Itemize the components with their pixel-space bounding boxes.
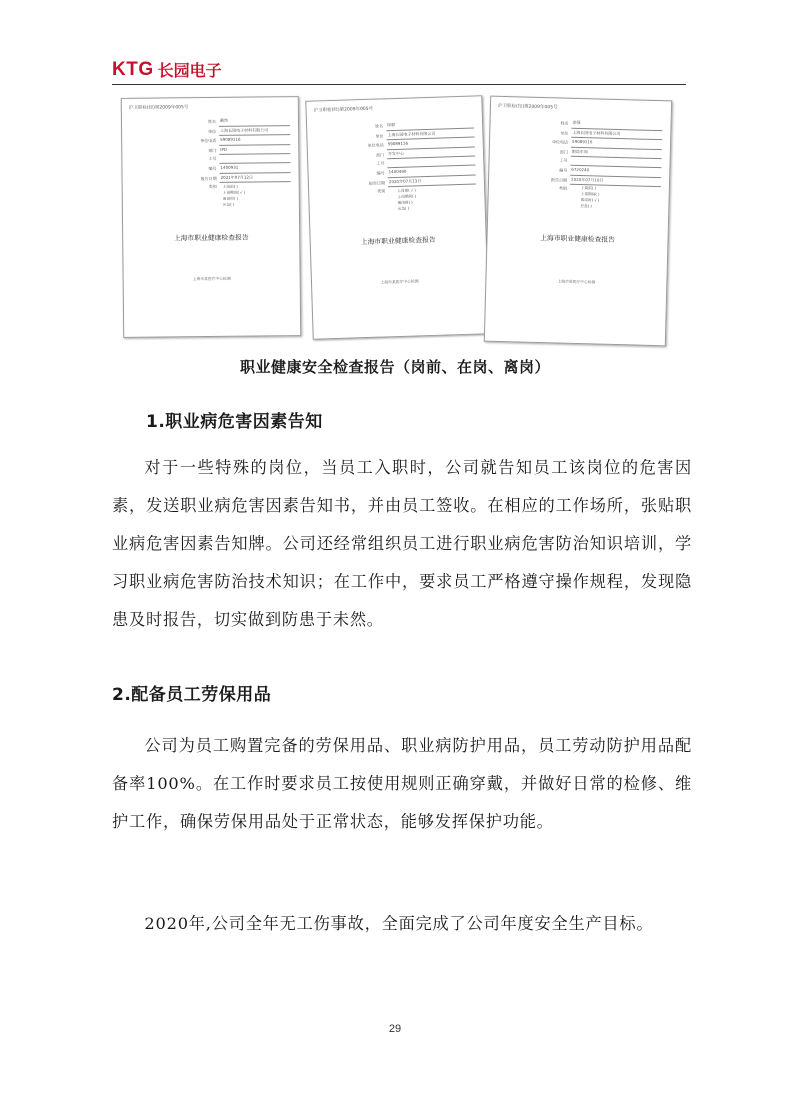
report-subtypes xyxy=(397,187,417,212)
report-issuer: 上海市某医疗中心检测 xyxy=(557,278,596,285)
report-subtypes xyxy=(223,184,246,208)
field-value: 徐毅 xyxy=(386,119,474,131)
field-label: 编号 xyxy=(559,167,568,173)
report-thumbnail xyxy=(121,96,302,338)
section-heading: 1.职业病危害因素告知 xyxy=(146,412,323,432)
field-value: 上海长园电子材料有限公司 xyxy=(571,128,662,140)
report-fields xyxy=(361,119,476,197)
section-paragraph: 对于一些特殊的岗位，当员工入职时，公司就告知员工该岗位的危害因素，发送职业病危害因素告知书，并由员工签收。在相应的工作场所，张贴职业病危害因素告知牌。公司还经常组织员工进行职业病危害防治知识培训，学习职业病危害防治技术知识；在工作中，要求员工严格遵守操作规程，发现隐患及时报告，切实做到防患于未然。 xyxy=(112,458,692,629)
report-field-row xyxy=(194,145,290,156)
field-label: 工号 xyxy=(208,156,217,162)
report-subtypes xyxy=(580,185,599,209)
field-value: 开发中心 xyxy=(387,147,475,159)
report-code: 沪卫职检(经)第2009年005号 xyxy=(128,105,189,111)
subtype-option: 上岗期间( ) xyxy=(580,192,600,197)
field-value: 上海长园电子材料有限公司 xyxy=(219,126,290,136)
field-label: 单位 xyxy=(560,130,569,136)
field-value: 2021年07月12日 xyxy=(220,173,291,183)
field-label: 编号 xyxy=(208,165,217,171)
field-value: 6720240 xyxy=(570,166,661,178)
field-label: 姓名 xyxy=(560,120,569,126)
report-fields xyxy=(545,118,663,196)
subtype-option: 上岗期间( √ ) xyxy=(222,190,246,195)
subtype-option: 上岗前( ) xyxy=(222,184,238,189)
subtype-option: 离岗时( ) xyxy=(222,196,238,201)
field-label: 类别 xyxy=(377,188,386,194)
field-value: 戴然 xyxy=(219,116,290,126)
report-fields xyxy=(194,116,291,192)
report-code: 沪卫职检(经)第2009年005号 xyxy=(497,103,558,111)
field-label: 单位电话 xyxy=(367,142,384,149)
subtype-option: 上岗前( √ ) xyxy=(397,188,416,193)
report-title: 上海市职业健康检查报告 xyxy=(173,233,249,243)
field-label: 单位电话 xyxy=(200,138,217,144)
subtype-option: 应急( ) xyxy=(580,204,592,209)
field-label: 单位 xyxy=(208,128,217,134)
field-label: 工号 xyxy=(559,157,568,164)
report-title: 上海市职业健康检查报告 xyxy=(540,234,615,244)
field-label: 编号 xyxy=(376,170,385,176)
closing-paragraph: 2020年,公司全年无工伤事故，全面完成了公司年度安全生产目标。 xyxy=(144,914,654,933)
field-label: 单位 xyxy=(375,132,384,139)
report-title: 上海市职业健康检查报告 xyxy=(360,235,436,247)
field-value: 59089116 xyxy=(219,135,290,145)
report-thumbnail xyxy=(305,95,489,339)
report-issuer: 上海市某医疗中心检测 xyxy=(380,278,419,285)
company-logo-name: 长园电子 xyxy=(157,61,222,80)
field-value: 1400931 xyxy=(219,163,290,173)
section-paragraph: 公司为员工购置完备的劳保用品、职业病防护用品，员工劳动防护用品配备率100%。在工作时要求员工按使用规则正确穿戴，并做好日常的检修、维护工作，确保劳保用品处于正常状态，能够发挥保护功能。 xyxy=(112,736,692,831)
field-label: 单位电话 xyxy=(551,139,569,145)
field-label: 类别 xyxy=(208,184,217,190)
field-label: 部门 xyxy=(559,149,568,155)
field-value: 59089116 xyxy=(387,138,475,150)
subtype-option: 应急( ) xyxy=(222,202,235,207)
field-label: 部门 xyxy=(208,147,217,153)
field-value: IPD xyxy=(219,145,290,155)
subtype-option: 上岗前( ) xyxy=(580,186,597,191)
subtype-option: 上岗期间( ) xyxy=(397,194,417,199)
company-logo-latin: KTG xyxy=(112,59,154,80)
field-value: 上海长园电子材料有限公司 xyxy=(386,128,474,140)
field-value: 2020年07月10日 xyxy=(570,175,661,187)
page-header xyxy=(112,57,222,81)
report-field-row xyxy=(195,173,291,184)
field-label: 姓名 xyxy=(207,118,217,125)
header-divider xyxy=(112,84,686,85)
field-value: 2020年07月13日 xyxy=(388,175,476,187)
report-code: 沪卫职检(经)第2009年005号 xyxy=(313,106,374,114)
field-value: 徐强 xyxy=(571,119,662,131)
field-label: 报告日期 xyxy=(551,176,568,183)
subtype-option: 离岗时( √ ) xyxy=(580,198,600,203)
field-label: 报告日期 xyxy=(200,175,217,181)
subtype-option: 应急( ) xyxy=(397,206,410,211)
field-value: 制造车间 xyxy=(571,148,662,160)
page-number: 29 xyxy=(388,1023,402,1035)
section-heading: 2.配备员工劳保用品 xyxy=(112,685,272,705)
subtype-option: 离岗时( ) xyxy=(397,200,413,205)
field-label: 工号 xyxy=(376,160,385,167)
report-issuer: 上海市某医疗中心检测 xyxy=(192,275,231,282)
field-value: 1400490 xyxy=(387,165,475,177)
field-label: 部门 xyxy=(375,152,385,158)
report-thumbnail xyxy=(484,96,672,347)
figure-caption: 职业健康安全检查报告（岗前、在岗、离岗） xyxy=(239,358,550,376)
field-label: 报告日期 xyxy=(368,179,385,186)
field-value: 59089116 xyxy=(571,138,662,150)
field-label: 类别 xyxy=(558,185,567,191)
field-label: 姓名 xyxy=(375,123,384,129)
